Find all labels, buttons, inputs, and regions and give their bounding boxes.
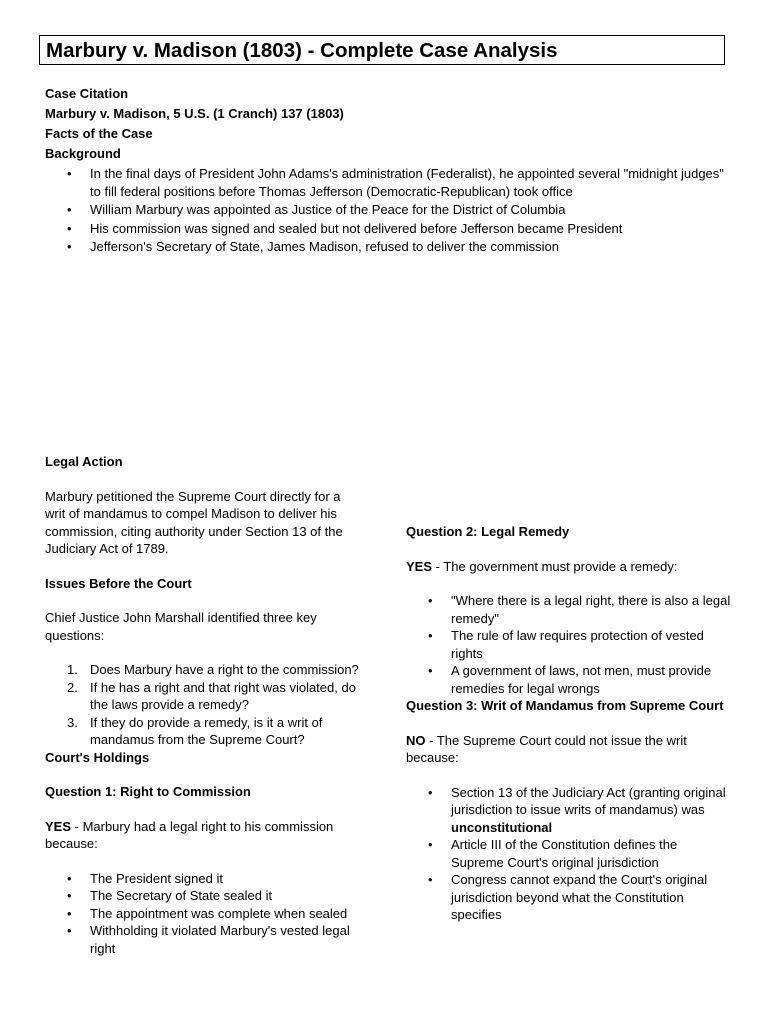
- q2-answer-word: YES: [406, 558, 433, 574]
- case-citation-heading: Case Citation: [45, 86, 129, 101]
- list-item: • The Secretary of State sealed it: [45, 887, 360, 905]
- list-item: • The rule of law requires protection of vested rights: [406, 627, 731, 662]
- list-text: Does Marbury have a right to the commission?: [90, 662, 359, 677]
- left-column: [45, 453, 360, 957]
- list-item: • The President signed it: [45, 870, 360, 888]
- list-item: [45, 714, 360, 749]
- list-item: • "Where there is a legal right, there is also a legal remedy": [406, 592, 731, 627]
- issues-heading: Issues Before the Court: [45, 575, 192, 591]
- list-text: If he has a right and that right was violated, do the laws provide a remedy?: [90, 679, 356, 712]
- list-item: • A government of laws, not men, must provide remedies for legal wrongs: [406, 662, 731, 697]
- facts-heading: Facts of the Case: [45, 126, 153, 141]
- list-text: If they do provide a remedy, is it a writ of mandamus from the Supreme Court?: [90, 714, 323, 747]
- q1-heading: Question 1: Right to Commission: [45, 784, 251, 799]
- issues-intro: Chief Justice John Marshall identified three key questions:: [45, 610, 317, 643]
- holdings-heading: Court's Holdings: [45, 749, 150, 765]
- q3-answer-text: - The Supreme Court could not issue the writ because:: [406, 732, 687, 765]
- q1-list: [45, 870, 360, 958]
- list-item: • Jefferson's Secretary of State, James Madison, refused to deliver the commission: [45, 238, 725, 256]
- list-item: • His commission was signed and sealed but not delivered before Jefferson became President: [45, 220, 725, 238]
- case-header-section: [45, 85, 725, 257]
- q1-answer-text: - Marbury had a legal right to his commission because:: [45, 818, 334, 851]
- right-column: [406, 523, 731, 924]
- list-item: • Article III of the Constitution defines the Supreme Court's original jurisdiction: [406, 836, 731, 871]
- list-item: [45, 679, 360, 714]
- q3-answer-word: NO: [406, 732, 426, 748]
- q3-heading: Question 3: Writ of Mandamus from Supreme Court: [406, 698, 724, 713]
- list-item: [45, 661, 360, 679]
- q2-list: [406, 592, 731, 697]
- title-box: [39, 35, 725, 65]
- q3-item1-text: Section 13 of the Judiciary Act (granting original jurisdiction to issue writs of mandamus) was: [451, 784, 726, 817]
- issues-list: [45, 661, 360, 749]
- list-item: • In the final days of President John Adams's administration (Federalist), he appointed several "midnight judges" to fill federal positions before Thomas Jefferson (Democratic-Republican) took office: [45, 165, 725, 200]
- legal-action-heading: Legal Action: [45, 454, 123, 469]
- q2-answer: [406, 558, 731, 576]
- q3-item1-bold: unconstitutional: [451, 819, 553, 835]
- case-citation: Marbury v. Madison, 5 U.S. (1 Cranch) 137 (1803): [45, 106, 344, 121]
- q3-answer: [406, 732, 731, 767]
- q2-answer-text: - The government must provide a remedy:: [432, 558, 678, 574]
- list-item: • Congress cannot expand the Court's original jurisdiction beyond what the Constitution specifies: [406, 871, 731, 924]
- list-number: 3.: [67, 714, 78, 730]
- background-heading: Background: [45, 146, 121, 161]
- list-item: • Withholding it violated Marbury's vested legal right: [45, 922, 360, 957]
- q2-heading: Question 2: Legal Remedy: [406, 524, 570, 539]
- background-list: [45, 165, 725, 256]
- list-number: 2.: [67, 679, 78, 695]
- list-number: 1.: [67, 662, 78, 677]
- q3-list: [406, 784, 731, 924]
- q1-answer: [45, 818, 360, 853]
- list-item: • The appointment was complete when sealed: [45, 905, 360, 923]
- q1-answer-word: YES: [45, 818, 72, 834]
- page-title: Marbury v. Madison (1803) - Complete Case Analysis: [46, 39, 558, 62]
- list-item: • William Marbury was appointed as Justice of the Peace for the District of Columbia: [45, 201, 725, 219]
- legal-action-text: Marbury petitioned the Supreme Court directly for a writ of mandamus to compel Madison to deliver his commission, citing authority under Section 13 of the Judiciary Act of 1789.: [45, 488, 343, 556]
- list-item: [406, 784, 731, 837]
